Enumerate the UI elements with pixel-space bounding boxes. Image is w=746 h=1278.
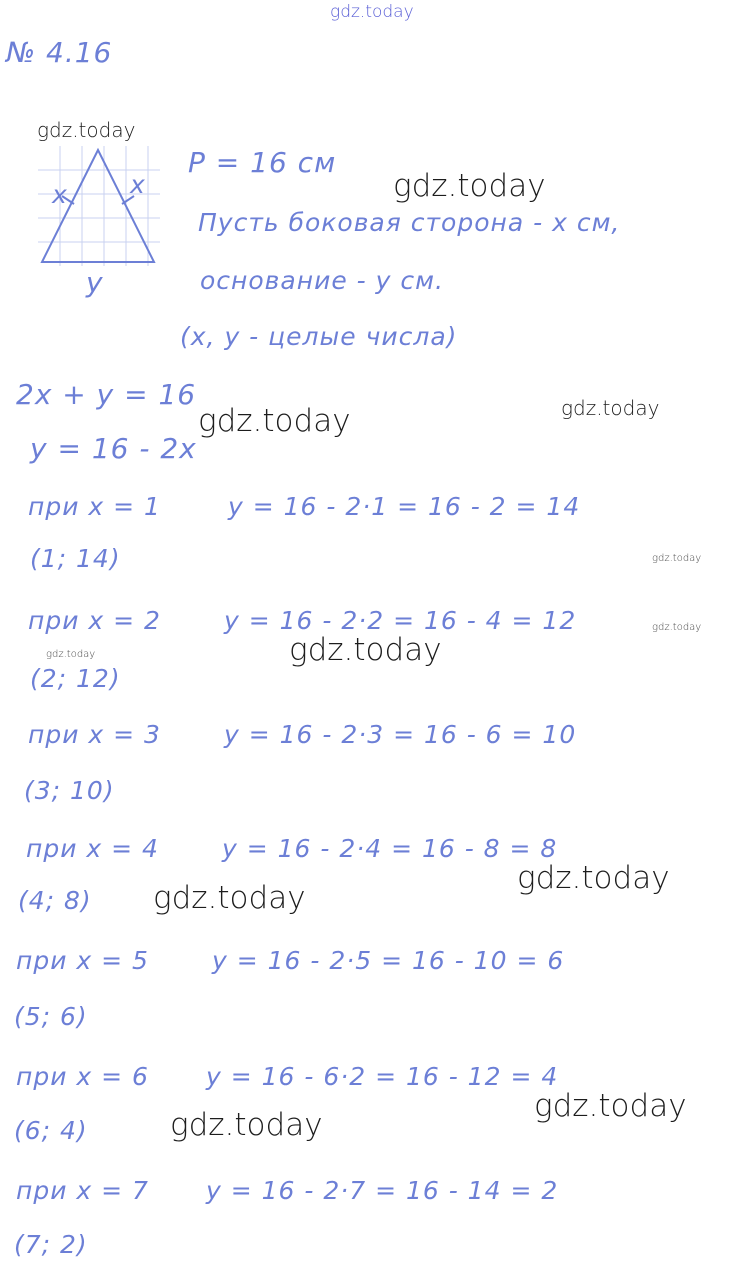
equation-1: 2x + y = 16 xyxy=(16,378,197,411)
case-calculation: y = 16 - 2·1 = 16 - 2 = 14 xyxy=(228,492,581,521)
watermark: gdz.today xyxy=(534,1088,687,1124)
case-calculation: y = 16 - 2·3 = 16 - 6 = 10 xyxy=(224,720,577,749)
case-pair: (4; 8) xyxy=(18,886,92,915)
side-label-right: x xyxy=(130,170,146,199)
given-line-2: основание - y см. xyxy=(200,266,444,295)
case-pair: (7; 2) xyxy=(14,1230,88,1259)
case-condition: при x = 6 xyxy=(16,1062,149,1091)
watermark: gdz.today xyxy=(652,622,702,633)
case-calculation: y = 16 - 6·2 = 16 - 12 = 4 xyxy=(206,1062,559,1091)
watermark: gdz.today xyxy=(46,649,96,660)
case-pair: (5; 6) xyxy=(14,1002,88,1031)
watermark: gdz.today xyxy=(393,168,546,204)
case-condition: при x = 7 xyxy=(16,1176,149,1205)
watermark: gdz.today xyxy=(170,1107,323,1143)
case-condition: при x = 2 xyxy=(28,606,161,635)
case-calculation: y = 16 - 2·4 = 16 - 8 = 8 xyxy=(222,834,558,863)
case-calculation: y = 16 - 2·2 = 16 - 4 = 12 xyxy=(224,606,577,635)
watermark: gdz.today xyxy=(198,403,351,439)
watermark: gdz.today xyxy=(561,396,660,420)
watermark: gdz.today xyxy=(153,880,306,916)
problem-number: № 4.16 xyxy=(6,36,113,69)
watermark: gdz.today xyxy=(652,553,702,564)
equation-2: y = 16 - 2x xyxy=(30,432,197,465)
watermark-top: gdz.today xyxy=(330,2,414,22)
case-condition: при x = 4 xyxy=(26,834,159,863)
case-pair: (2; 12) xyxy=(30,664,121,693)
case-pair: (3; 10) xyxy=(24,776,115,805)
given-line-1: Пусть боковая сторона - x см, xyxy=(198,208,621,237)
watermark-figure: gdz.today xyxy=(37,118,136,142)
side-label-left: x xyxy=(52,180,68,209)
case-calculation: y = 16 - 2·7 = 16 - 14 = 2 xyxy=(206,1176,559,1205)
watermark: gdz.today xyxy=(289,632,442,668)
case-condition: при x = 3 xyxy=(28,720,161,749)
case-pair: (1; 14) xyxy=(30,544,121,573)
watermark: gdz.today xyxy=(517,860,670,896)
perimeter-text: P = 16 см xyxy=(188,146,337,179)
case-condition: при x = 1 xyxy=(28,492,161,521)
base-label: y xyxy=(86,266,104,299)
case-condition: при x = 5 xyxy=(16,946,149,975)
case-pair: (6; 4) xyxy=(14,1116,88,1145)
given-line-3: (x, y - целые числа) xyxy=(180,322,458,351)
case-calculation: y = 16 - 2·5 = 16 - 10 = 6 xyxy=(212,946,565,975)
